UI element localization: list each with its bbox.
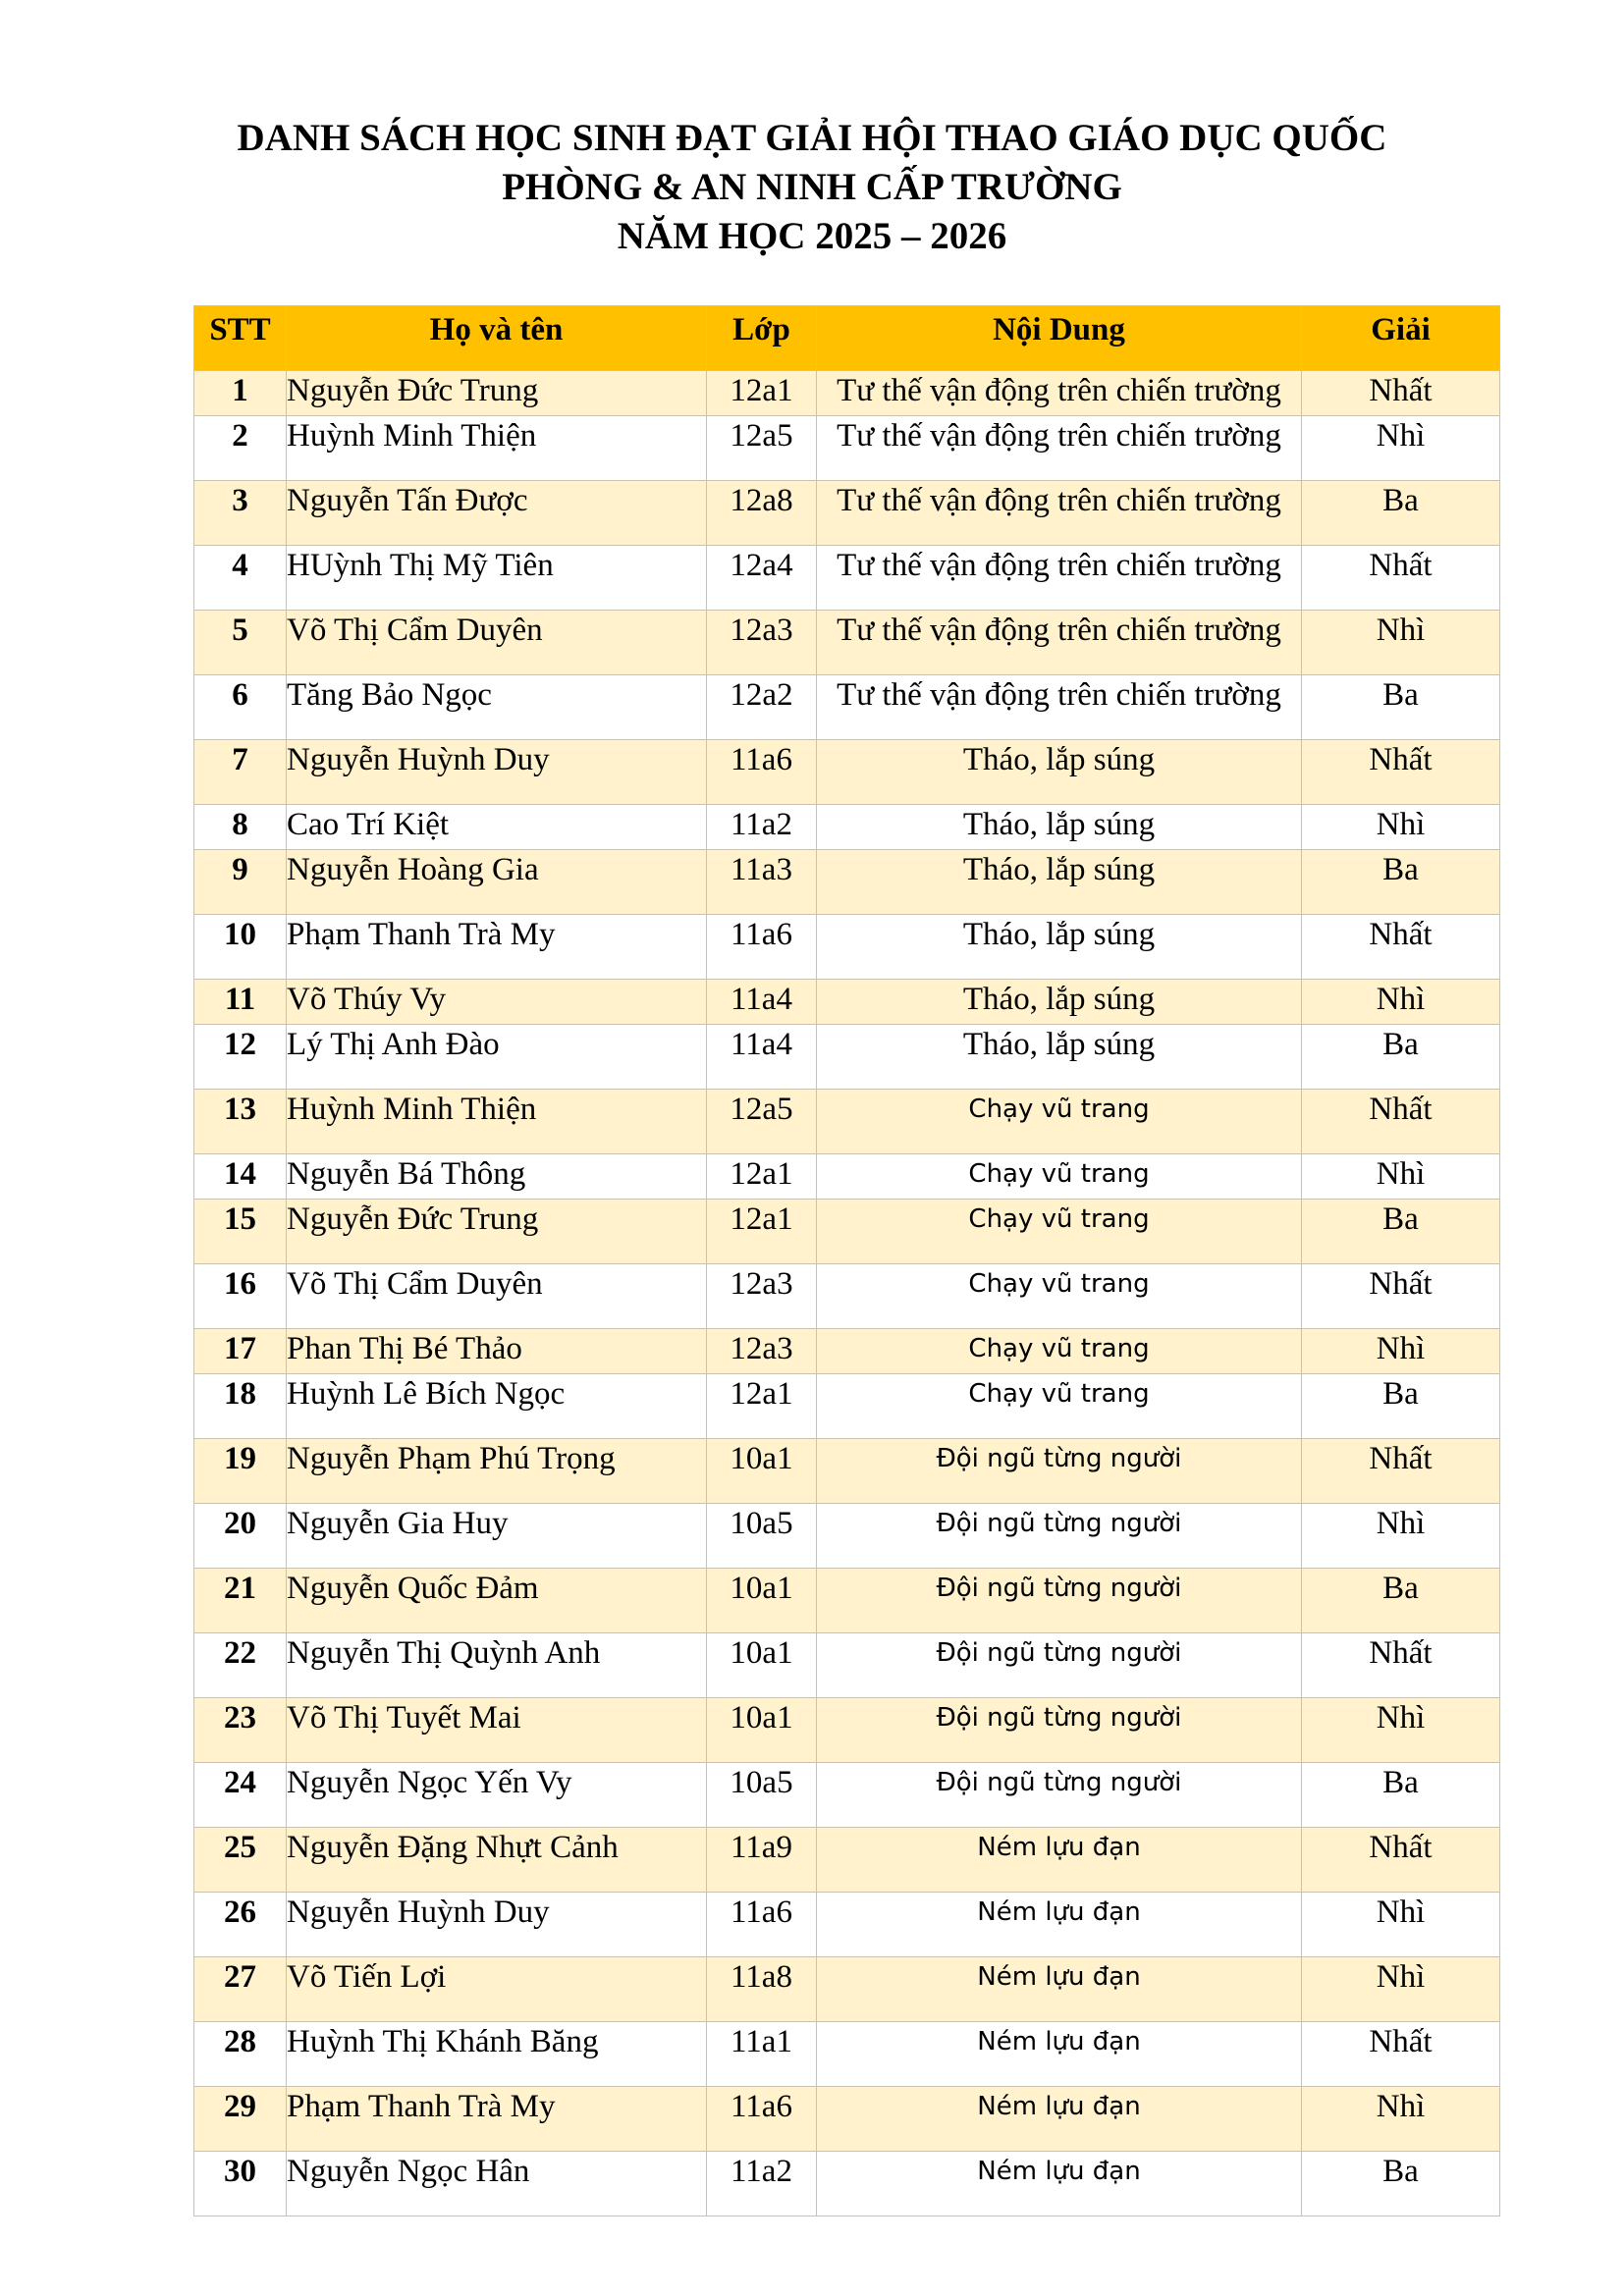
cell-content: Ném lựu đạn: [817, 1957, 1302, 2022]
cell-class: 10a5: [707, 1504, 817, 1569]
header-class: Lớp: [707, 306, 817, 371]
cell-name: HUỳnh Thị Mỹ Tiên: [287, 546, 707, 611]
cell-award: Ba: [1302, 850, 1500, 915]
cell-award: Nhì: [1302, 1154, 1500, 1200]
cell-name: Võ Thị Tuyết Mai: [287, 1698, 707, 1763]
cell-content: Tư thế vận động trên chiến trường: [817, 481, 1302, 546]
cell-stt: 23: [194, 1698, 287, 1763]
cell-class: 10a5: [707, 1763, 817, 1828]
cell-name: Phan Thị Bé Thảo: [287, 1329, 707, 1374]
cell-stt: 1: [194, 371, 287, 416]
cell-award: Nhì: [1302, 611, 1500, 675]
cell-content: Đội ngũ từng người: [817, 1763, 1302, 1828]
table-row: [194, 1504, 1500, 1569]
cell-content: Đội ngũ từng người: [817, 1633, 1302, 1698]
cell-name: Nguyễn Ngọc Yến Vy: [287, 1763, 707, 1828]
cell-stt: 6: [194, 675, 287, 740]
table-row: [194, 1957, 1500, 2022]
table-row: [194, 1374, 1500, 1439]
cell-content: Chạy vũ trang: [817, 1200, 1302, 1264]
cell-content: Tháo, lắp súng: [817, 850, 1302, 915]
table-row: [194, 611, 1500, 675]
cell-content: Chạy vũ trang: [817, 1264, 1302, 1329]
cell-class: 12a4: [707, 546, 817, 611]
cell-name: Huỳnh Thị Khánh Băng: [287, 2022, 707, 2087]
cell-name: Phạm Thanh Trà My: [287, 915, 707, 980]
cell-content: Tư thế vận động trên chiến trường: [817, 371, 1302, 416]
cell-stt: 3: [194, 481, 287, 546]
cell-award: Nhất: [1302, 1090, 1500, 1154]
cell-stt: 20: [194, 1504, 287, 1569]
table-row: [194, 1763, 1500, 1828]
cell-class: 11a6: [707, 740, 817, 805]
cell-class: 12a5: [707, 1090, 817, 1154]
table-row: [194, 481, 1500, 546]
cell-class: 12a1: [707, 1200, 817, 1264]
table-row: [194, 740, 1500, 805]
cell-content: Tư thế vận động trên chiến trường: [817, 675, 1302, 740]
cell-name: Võ Tiến Lợi: [287, 1957, 707, 2022]
table-header-row: [194, 306, 1500, 371]
header-stt: STT: [194, 306, 287, 371]
cell-stt: 5: [194, 611, 287, 675]
cell-class: 11a4: [707, 980, 817, 1025]
document-title: [0, 114, 1624, 261]
cell-award: Ba: [1302, 675, 1500, 740]
cell-name: Phạm Thanh Trà My: [287, 2087, 707, 2152]
cell-class: 12a5: [707, 416, 817, 481]
table-row: [194, 915, 1500, 980]
cell-stt: 9: [194, 850, 287, 915]
cell-award: Nhất: [1302, 546, 1500, 611]
cell-class: 10a1: [707, 1439, 817, 1504]
cell-award: Nhì: [1302, 1893, 1500, 1957]
cell-name: Nguyễn Hoàng Gia: [287, 850, 707, 915]
table-row: [194, 416, 1500, 481]
table-row: [194, 675, 1500, 740]
cell-stt: 18: [194, 1374, 287, 1439]
table-row: [194, 850, 1500, 915]
cell-award: Nhất: [1302, 1828, 1500, 1893]
table-row: [194, 1698, 1500, 1763]
cell-stt: 25: [194, 1828, 287, 1893]
cell-content: Tháo, lắp súng: [817, 805, 1302, 850]
cell-stt: 11: [194, 980, 287, 1025]
cell-content: Chạy vũ trang: [817, 1154, 1302, 1200]
cell-award: Nhì: [1302, 980, 1500, 1025]
cell-award: Ba: [1302, 1374, 1500, 1439]
cell-content: Chạy vũ trang: [817, 1374, 1302, 1439]
cell-class: 11a4: [707, 1025, 817, 1090]
cell-content: Tháo, lắp súng: [817, 1025, 1302, 1090]
cell-class: 12a3: [707, 611, 817, 675]
cell-content: Tư thế vận động trên chiến trường: [817, 546, 1302, 611]
cell-class: 12a8: [707, 481, 817, 546]
cell-award: Nhất: [1302, 2022, 1500, 2087]
cell-content: Tháo, lắp súng: [817, 740, 1302, 805]
cell-name: Cao Trí Kiệt: [287, 805, 707, 850]
cell-class: 11a6: [707, 1893, 817, 1957]
cell-content: Ném lựu đạn: [817, 2087, 1302, 2152]
cell-award: Nhì: [1302, 416, 1500, 481]
title-line-1: DANH SÁCH HỌC SINH ĐẠT GIẢI HỘI THAO GIÁO DỤC QUỐC: [237, 117, 1387, 159]
cell-stt: 24: [194, 1763, 287, 1828]
cell-award: Nhì: [1302, 1504, 1500, 1569]
cell-class: 12a2: [707, 675, 817, 740]
table-row: [194, 2022, 1500, 2087]
table-row: [194, 1090, 1500, 1154]
cell-award: Nhì: [1302, 805, 1500, 850]
cell-stt: 26: [194, 1893, 287, 1957]
cell-award: Nhì: [1302, 1329, 1500, 1374]
cell-name: Nguyễn Đức Trung: [287, 1200, 707, 1264]
title-line-2: PHÒNG & AN NINH CẤP TRƯỜNG: [502, 166, 1122, 208]
cell-name: Nguyễn Tấn Được: [287, 481, 707, 546]
cell-name: Huỳnh Minh Thiện: [287, 416, 707, 481]
cell-name: Lý Thị Anh Đào: [287, 1025, 707, 1090]
table-row: [194, 1828, 1500, 1893]
cell-stt: 30: [194, 2152, 287, 2216]
cell-stt: 8: [194, 805, 287, 850]
cell-content: Tháo, lắp súng: [817, 980, 1302, 1025]
cell-class: 11a3: [707, 850, 817, 915]
cell-content: Chạy vũ trang: [817, 1329, 1302, 1374]
cell-award: Ba: [1302, 2152, 1500, 2216]
cell-name: Nguyễn Quốc Đảm: [287, 1569, 707, 1633]
table-row: [194, 1025, 1500, 1090]
cell-award: Nhất: [1302, 1439, 1500, 1504]
table-row: [194, 1633, 1500, 1698]
cell-award: Nhất: [1302, 371, 1500, 416]
cell-name: Võ Thị Cẩm Duyên: [287, 611, 707, 675]
cell-award: Nhất: [1302, 740, 1500, 805]
cell-class: 10a1: [707, 1633, 817, 1698]
table-row: [194, 2152, 1500, 2216]
cell-stt: 12: [194, 1025, 287, 1090]
title-line-3: NĂM HỌC 2025 – 2026: [617, 215, 1007, 257]
cell-content: Đội ngũ từng người: [817, 1439, 1302, 1504]
cell-name: Nguyễn Gia Huy: [287, 1504, 707, 1569]
table-row: [194, 1439, 1500, 1504]
cell-award: Ba: [1302, 1025, 1500, 1090]
header-content: Nội Dung: [817, 306, 1302, 371]
cell-award: Ba: [1302, 481, 1500, 546]
cell-class: 11a1: [707, 2022, 817, 2087]
cell-class: 11a2: [707, 2152, 817, 2216]
cell-stt: 29: [194, 2087, 287, 2152]
table-row: [194, 980, 1500, 1025]
cell-content: Đội ngũ từng người: [817, 1698, 1302, 1763]
cell-stt: 16: [194, 1264, 287, 1329]
table-row: [194, 1569, 1500, 1633]
cell-content: Ném lựu đạn: [817, 2152, 1302, 2216]
cell-content: Ném lựu đạn: [817, 1893, 1302, 1957]
cell-stt: 14: [194, 1154, 287, 1200]
table-row: [194, 1200, 1500, 1264]
cell-stt: 10: [194, 915, 287, 980]
cell-stt: 4: [194, 546, 287, 611]
cell-class: 12a3: [707, 1329, 817, 1374]
cell-stt: 28: [194, 2022, 287, 2087]
cell-award: Nhì: [1302, 2087, 1500, 2152]
cell-content: Tư thế vận động trên chiến trường: [817, 611, 1302, 675]
table-row: [194, 1893, 1500, 1957]
header-award: Giải: [1302, 306, 1500, 371]
table-row: [194, 1154, 1500, 1200]
cell-name: Nguyễn Phạm Phú Trọng: [287, 1439, 707, 1504]
cell-award: Nhất: [1302, 1633, 1500, 1698]
cell-stt: 13: [194, 1090, 287, 1154]
cell-content: Ném lựu đạn: [817, 1828, 1302, 1893]
cell-name: Nguyễn Huỳnh Duy: [287, 740, 707, 805]
cell-award: Nhì: [1302, 1957, 1500, 2022]
header-name: Họ và tên: [287, 306, 707, 371]
cell-stt: 17: [194, 1329, 287, 1374]
cell-content: Chạy vũ trang: [817, 1090, 1302, 1154]
cell-content: Đội ngũ từng người: [817, 1504, 1302, 1569]
cell-content: Ném lựu đạn: [817, 2022, 1302, 2087]
cell-award: Nhì: [1302, 1698, 1500, 1763]
cell-stt: 2: [194, 416, 287, 481]
cell-class: 11a8: [707, 1957, 817, 2022]
table-body: [194, 371, 1500, 2216]
cell-award: Ba: [1302, 1200, 1500, 1264]
table-row: [194, 805, 1500, 850]
cell-class: 12a3: [707, 1264, 817, 1329]
cell-class: 11a6: [707, 2087, 817, 2152]
cell-content: Tháo, lắp súng: [817, 915, 1302, 980]
cell-name: Nguyễn Ngọc Hân: [287, 2152, 707, 2216]
cell-name: Võ Thúy Vy: [287, 980, 707, 1025]
cell-name: Huỳnh Lê Bích Ngọc: [287, 1374, 707, 1439]
cell-award: Ba: [1302, 1763, 1500, 1828]
cell-name: Nguyễn Huỳnh Duy: [287, 1893, 707, 1957]
cell-name: Nguyễn Thị Quỳnh Anh: [287, 1633, 707, 1698]
cell-name: Tăng Bảo Ngọc: [287, 675, 707, 740]
cell-content: Tư thế vận động trên chiến trường: [817, 416, 1302, 481]
cell-class: 11a9: [707, 1828, 817, 1893]
awards-table: [193, 305, 1500, 2216]
cell-stt: 21: [194, 1569, 287, 1633]
cell-stt: 22: [194, 1633, 287, 1698]
cell-name: Nguyễn Bá Thông: [287, 1154, 707, 1200]
table-row: [194, 1329, 1500, 1374]
cell-stt: 19: [194, 1439, 287, 1504]
cell-name: Nguyễn Đức Trung: [287, 371, 707, 416]
table-row: [194, 371, 1500, 416]
cell-name: Võ Thị Cẩm Duyên: [287, 1264, 707, 1329]
cell-stt: 27: [194, 1957, 287, 2022]
cell-award: Ba: [1302, 1569, 1500, 1633]
cell-award: Nhất: [1302, 1264, 1500, 1329]
table-row: [194, 2087, 1500, 2152]
table-row: [194, 1264, 1500, 1329]
cell-class: 10a1: [707, 1569, 817, 1633]
cell-stt: 7: [194, 740, 287, 805]
cell-class: 11a2: [707, 805, 817, 850]
cell-content: Đội ngũ từng người: [817, 1569, 1302, 1633]
cell-award: Nhất: [1302, 915, 1500, 980]
table-row: [194, 546, 1500, 611]
cell-class: 11a6: [707, 915, 817, 980]
cell-name: Huỳnh Minh Thiện: [287, 1090, 707, 1154]
cell-name: Nguyễn Đặng Nhựt Cảnh: [287, 1828, 707, 1893]
cell-class: 12a1: [707, 1374, 817, 1439]
cell-class: 12a1: [707, 1154, 817, 1200]
cell-class: 10a1: [707, 1698, 817, 1763]
cell-class: 12a1: [707, 371, 817, 416]
cell-stt: 15: [194, 1200, 287, 1264]
